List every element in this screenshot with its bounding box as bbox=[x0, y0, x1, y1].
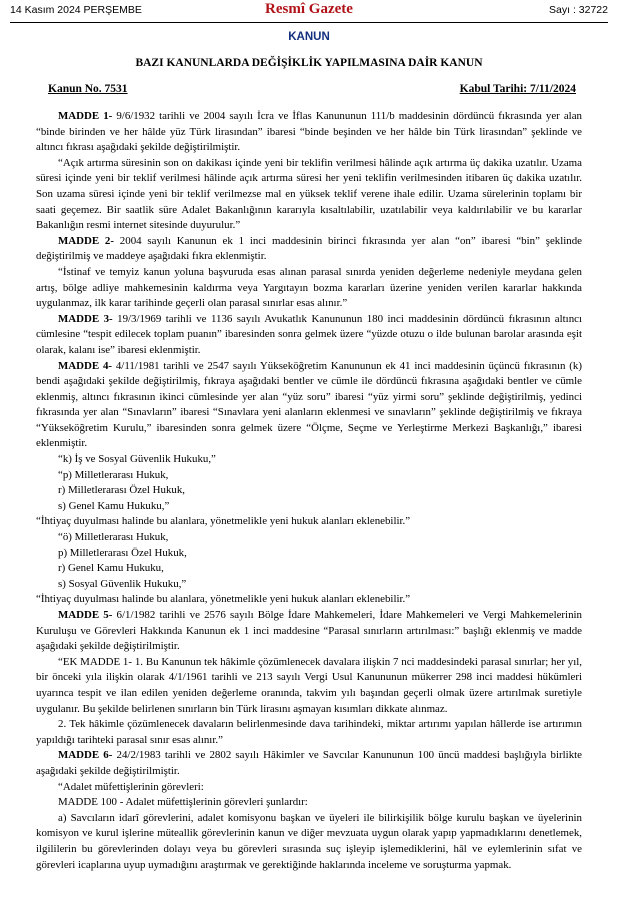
section-type: KANUN bbox=[288, 31, 330, 43]
article-paragraph: MADDE 3- 19/3/1969 tarihli ve 1136 sayılı Avukatlık Kanununun 180 inci maddesinin dördüncü fıkrasının altıncı cümlesine “tespit edilecek toplam puanın” ibaresinden sonra gelmek üzere “yüzde otuzu o ilde bulunan barolar arasında eşit olarak, kalanı ise” ibaresi eklenmiştir. bbox=[36, 312, 582, 356]
article-paragraph: MADDE 4- 4/11/1981 tarihli ve 2547 sayılı Yükseköğretim Kanununun ek 41 inci maddesinin üçüncü fıkrasının (k) bendi aşağıdaki şekilde değiştirilmiş, fıkraya aşağıdaki bentler ve cümle ile dördüncü fıkrasına aşağıdaki bentler ve cümle eklenmiş, altıncı fıkrasının ikinci cümlesinde yer alan “yüz soru” ibaresi “yüz yirmi soru” şeklinde değiştirilmiş, yedinci fıkrasında yer alan “Sınavların” ibaresi “Sınavlara yeni alanların eklenmesi ve sınavların” şeklinde değiştirilmiş ve fıkraya “Yükseköğretim Kurulu,” ibaresinden sonra gelmek üzere “Ölçme, Seçme ve Yerleştirme Merkezi Başkanlığı,” ibaresi eklenmiştir. bbox=[36, 359, 582, 450]
list-item: p) Milletlerarası Özel Hukuk, bbox=[58, 546, 187, 559]
article-heading: MADDE 4- bbox=[58, 359, 113, 372]
article-heading: MADDE 2- bbox=[58, 234, 115, 247]
list-item: r) Genel Kamu Hukuku, bbox=[58, 562, 164, 575]
list-item: r) Milletlerarası Özel Hukuk, bbox=[58, 484, 186, 497]
list-note: “İhtiyaç duyulması halinde bu alanlara, yönetmelikle yeni hukuk alanları eklenebilir.” bbox=[36, 515, 411, 528]
article-paragraph: “EK MADDE 1- 1. Bu Kanunun tek hâkimle çözümlenecek davalara ilişkin 7 nci maddesindeki parasal sınırlar; her yıl, bir önceki yıla ilişkin olarak 4/1/1961 tarihli ve 213 sayılı Vergi Usul Kanununun mükerrer 298 inci maddesi hükümleri uyarınca tespit ve ilan edilen yeniden değerleme oranında, takvim yılı başından geçerli olmak üzere artırılmak suretiyle uygulanır. Bu şekilde belirlenen sınırların bin Türk lirasını aşmayan kısımları dikkate alınmaz. bbox=[36, 655, 582, 715]
issue-date: 14 Kasım 2024 PERŞEMBE bbox=[10, 4, 142, 16]
article-paragraph: a) Savcıların idarî görevlerini, adalet komisyonu başkan ve üyeleri ile bilirkişilik bölge kurulu başkan ve üyelerinin komisyon ve kurul işlerine müteallik görevlerinin kanun ve diğer mevzuata uygun olarak yapıp yapmadıklarını denetlemek, ilgililerin bu görevlerinden dolayı veya bu görevleri sırasında suç işleyip işlemediklerini, hâl ve eylemlerinin sıfat ve görevleri icaplarına uyup uymadığını araştırmak ve gerektiğinde haklarında inceleme ve soruşturma yapmak. bbox=[36, 811, 582, 871]
article-paragraph: 2. Tek hâkimle çözümlenecek davaların belirlenmesinde dava tarihindeki, miktar artırımı yapılan hâllerde ise artırımın yapıldığı tarihteki parasal sınır esas alınır.” bbox=[36, 718, 582, 746]
list-item: s) Genel Kamu Hukuku,” bbox=[58, 499, 170, 512]
acceptance-date: Kabul Tarihi: 7/11/2024 bbox=[459, 83, 576, 95]
list-note: “İhtiyaç duyulması halinde bu alanlara, yönetmelikle yeni hukuk alanları eklenebilir.” bbox=[36, 593, 411, 606]
article-paragraph: MADDE 1- 9/6/1932 tarihli ve 2004 sayılı İcra ve İflas Kanununun 111/b maddesinin dördüncü fıkrasında yer alan “binde birinden ve her hâlde yüz Türk lirasından” ibaresi “binde beşinden ve her hâlde bin Türk lirasından” şeklinde ve altıncı fıkrası aşağıdaki şekilde değiştirilmiştir. bbox=[36, 110, 582, 154]
list-item: “p) Milletlerarası Hukuk, bbox=[58, 468, 169, 481]
article-heading: MADDE 3- bbox=[58, 312, 113, 325]
list-item: “ö) Milletlerarası Hukuk, bbox=[58, 531, 169, 544]
gazette-title: Resmî Gazete bbox=[265, 1, 353, 17]
article-paragraph: MADDE 100 - Adalet müfettişlerinin görevleri şunlardır: bbox=[58, 796, 308, 809]
law-body bbox=[36, 109, 582, 873]
list-item: “k) İş ve Sosyal Güvenlik Hukuku,” bbox=[58, 453, 216, 466]
article-paragraph: “İstinaf ve temyiz kanun yoluna başvuruda esas alınan parasal sınırda yeniden değerleme nedeniyle meydana gelen artış, bölge adliye mahkemesinin kaldırma veya Yargıtayın bozma kararları üzerine yeniden verilen kararlar hakkında uygulanmaz, ilk karar tarihinde geçerli olan parasal sınırlar esas alınır.” bbox=[36, 265, 582, 310]
article-paragraph: “Adalet müfettişlerinin görevleri: bbox=[58, 780, 204, 793]
article-heading: MADDE 6- bbox=[58, 749, 113, 762]
law-title: BAZI KANUNLARDA DEĞİŞİKLİK YAPILMASINA DAİR KANUN bbox=[135, 57, 483, 69]
article-heading: MADDE 1- bbox=[58, 110, 113, 122]
issue-number: Sayı : 32722 bbox=[549, 4, 608, 16]
article-paragraph: MADDE 5- 6/1/1982 tarihli ve 2576 sayılı Bölge İdare Mahkemeleri, İdare Mahkemeleri ve Vergi Mahkemelerinin Kuruluşu ve Görevleri Hakkında Kanunun ek 1 inci maddesine “Parasal sınırların artırılması:” başlığı eklenmiş ve madde aşağıdaki şekilde değiştirilmiştir. bbox=[36, 609, 582, 653]
law-number: Kanun No. 7531 bbox=[48, 83, 128, 95]
list-item: s) Sosyal Güvenlik Hukuku,” bbox=[58, 577, 187, 590]
article-heading: MADDE 5- bbox=[58, 609, 113, 621]
page-header bbox=[10, 0, 608, 23]
article-paragraph: “Açık artırma süresinin son on dakikası içinde yeni bir teklifin verilmesi hâlinde açık artırma üç dakika uzatılır. Uzama süresi içinde yeni bir teklif verilmesi hâlinde açık artırma süresi her yeni teklifin verilmesinden itibaren üç dakika uzatılır. Son uzama süresi içinde yeni bir teklif verilmezse mal en yüksek teklif verene ihale edilir. Uzama sürelerinin toplamı bir saati geçemez. Bir saatlik süre Adalet Bakanlığının kararıyla kısaltılabilir, uzatılabilir veya kaldırılabilir ve bu kararlar Bakanlığın resmi internet sitesinde duyurulur.” bbox=[36, 156, 582, 232]
article-paragraph: MADDE 2- 2004 sayılı Kanunun ek 1 inci maddesinin birinci fıkrasında yer alan “on” ibaresi “bin” şeklinde değiştirilmiş ve maddeye aşağıdaki fıkra eklenmiştir. bbox=[36, 234, 583, 263]
law-meta bbox=[48, 83, 576, 99]
article-paragraph: MADDE 6- 24/2/1983 tarihli ve 2802 sayılı Hâkimler ve Savcılar Kanununun 100 üncü maddesi başlığıyla birlikte aşağıdaki şekilde değiştirilmiştir. bbox=[36, 749, 582, 777]
